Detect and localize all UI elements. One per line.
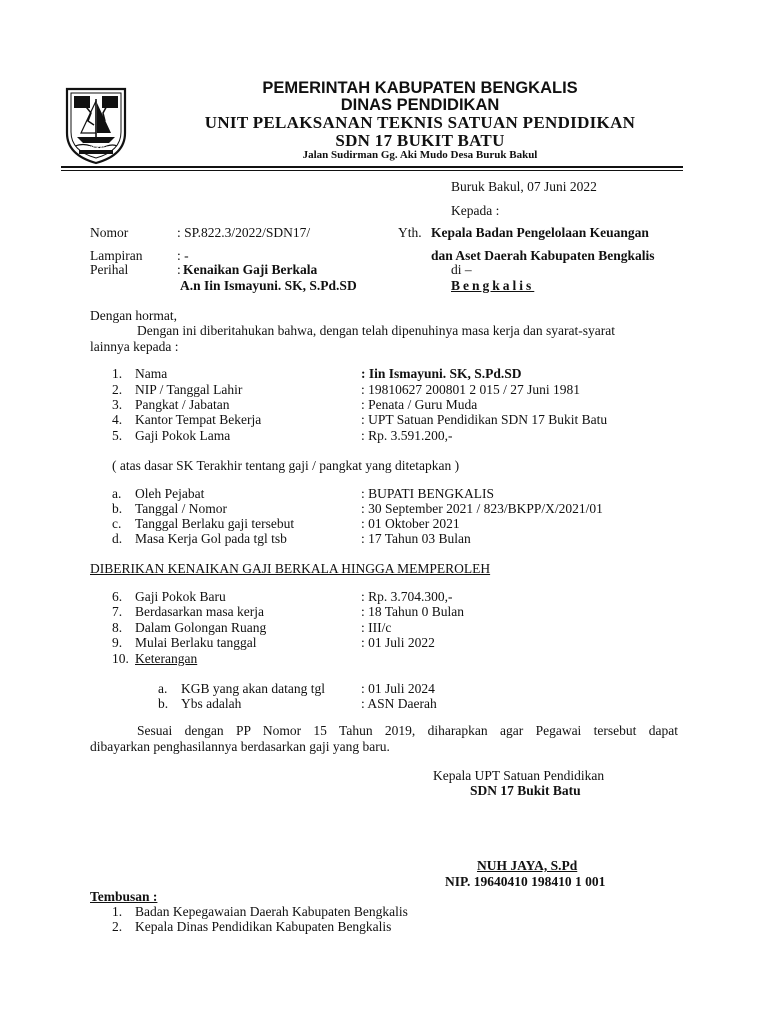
data-item-num: 1. bbox=[112, 366, 123, 381]
new-item-value: : III/c bbox=[361, 620, 392, 635]
item10-label: Keterangan bbox=[135, 651, 198, 666]
data-item-value: : 19810627 200801 2 015 / 27 Juni 1981 bbox=[361, 382, 581, 397]
data-item-num: 5. bbox=[112, 428, 123, 443]
kepada-label: Kepada : bbox=[451, 203, 500, 218]
section-heading: DIBERIKAN KENAIKAN GAJI BERKALA HINGGA MEMPEROLEH bbox=[90, 561, 491, 576]
closing-line2: dibayarkan penghasilannya berdasarkan gaji yang baru. bbox=[90, 739, 390, 754]
di-label: di – bbox=[451, 262, 472, 277]
data-item-label: Nama bbox=[135, 366, 168, 381]
perihal-label: Perihal bbox=[90, 262, 129, 277]
letterhead-department: DINAS PENDIDIKAN bbox=[340, 96, 500, 114]
new-item-num: 9. bbox=[112, 635, 123, 650]
signatory-school: SDN 17 Bukit Batu bbox=[470, 783, 581, 798]
letterhead-unit: UNIT PELAKSANAN TEKNIS SATUAN PENDIDIKAN bbox=[204, 113, 636, 132]
nomor-label: Nomor bbox=[90, 225, 129, 240]
new-item-value: : 18 Tahun 0 Bulan bbox=[361, 604, 465, 619]
new-item-value: : 01 Juli 2022 bbox=[361, 635, 435, 650]
signatory-nip: NIP. 19640410 198410 1 001 bbox=[445, 874, 606, 889]
ket-item-value: : ASN Daerah bbox=[361, 696, 437, 711]
sk-item-label: Tanggal / Nomor bbox=[135, 501, 228, 516]
new-item-label: Dalam Golongan Ruang bbox=[135, 620, 267, 635]
tembusan-heading: Tembusan : bbox=[90, 889, 158, 904]
data-item-num: 3. bbox=[112, 397, 123, 412]
yth-prefix: Yth. bbox=[398, 225, 422, 240]
new-item-label: Berdasarkan masa kerja bbox=[135, 604, 264, 619]
destination: Bengkalis bbox=[451, 278, 535, 293]
sk-item-value: : 01 Oktober 2021 bbox=[361, 516, 460, 531]
ket-item-num: a. bbox=[158, 681, 168, 696]
sk-item-value: : 30 September 2021 / 823/BKPP/X/2021/01 bbox=[361, 501, 603, 516]
sk-item-label: Oleh Pejabat bbox=[135, 486, 205, 501]
ket-item-num: b. bbox=[158, 696, 169, 711]
lampiran-label: Lampiran bbox=[90, 248, 143, 263]
new-item-value: : Rp. 3.704.300,- bbox=[361, 589, 453, 604]
data-item-label: Gaji Pokok Lama bbox=[135, 428, 231, 443]
new-item-num: 7. bbox=[112, 604, 123, 619]
letterhead-government: PEMERINTAH KABUPATEN BENGKALIS bbox=[262, 79, 578, 97]
sk-item-value: : 17 Tahun 03 Bulan bbox=[361, 531, 471, 546]
letterhead-rule-thick bbox=[61, 166, 683, 168]
new-item-num: 8. bbox=[112, 620, 123, 635]
sk-item-value: : BUPATI BENGKALIS bbox=[361, 486, 495, 501]
data-item-num: 2. bbox=[112, 382, 123, 397]
tembusan-item-num: 2. bbox=[112, 919, 123, 934]
data-item-value: : Rp. 3.591.200,- bbox=[361, 428, 453, 443]
sk-item-label: Tanggal Berlaku gaji tersebut bbox=[135, 516, 295, 531]
perihal-value1: Kenaikan Gaji Berkala bbox=[183, 262, 318, 277]
sk-item-num: d. bbox=[112, 531, 123, 546]
tembusan-item-num: 1. bbox=[112, 904, 123, 919]
perihal-colon: : bbox=[177, 262, 181, 277]
closing-line1: Sesuai dengan PP Nomor 15 Tahun 2019, diharapkan agar Pegawai tersebut dapat bbox=[137, 723, 678, 738]
new-item-label: Mulai Berlaku tanggal bbox=[135, 635, 257, 650]
data-item-value: : Penata / Guru Muda bbox=[361, 397, 478, 412]
data-item-label: Pangkat / Jabatan bbox=[135, 397, 230, 412]
bengkalis-emblem-icon bbox=[61, 85, 131, 165]
data-item-value: : Iin Ismayuni. SK, S.Pd.SD bbox=[361, 366, 522, 381]
nomor-value: : SP.822.3/2022/SDN17/ bbox=[177, 225, 311, 240]
intro-line2: lainnya kepada : bbox=[90, 339, 179, 354]
emblem-ribbon-text: BENGKALIS bbox=[82, 145, 112, 150]
data-item-label: NIP / Tanggal Lahir bbox=[135, 382, 243, 397]
letterhead-school: SDN 17 BUKIT BATU bbox=[335, 131, 505, 150]
lampiran-value: : - bbox=[177, 248, 189, 263]
data-item-num: 4. bbox=[112, 412, 123, 427]
sk-item-num: c. bbox=[112, 516, 122, 531]
item10-num: 10. bbox=[112, 651, 129, 666]
tembusan-item-text: Kepala Dinas Pendidikan Kabupaten Bengkalis bbox=[135, 919, 392, 934]
recipient-line2: dan Aset Daerah Kabupaten Bengkalis bbox=[431, 248, 655, 263]
basis-note: ( atas dasar SK Terakhir tentang gaji / pangkat yang ditetapkan ) bbox=[112, 458, 460, 473]
place-date: Buruk Bakul, 07 Juni 2022 bbox=[451, 179, 597, 194]
sk-item-label: Masa Kerja Gol pada tgl tsb bbox=[135, 531, 287, 546]
recipient-line1: Kepala Badan Pengelolaan Keuangan bbox=[431, 225, 649, 240]
letterhead-address: Jalan Sudirman Gg. Aki Mudo Desa Buruk Bakul bbox=[302, 149, 538, 161]
data-item-label: Kantor Tempat Bekerja bbox=[135, 412, 262, 427]
perihal-value2: A.n Iin Ismayuni. SK, S.Pd.SD bbox=[180, 278, 357, 293]
new-item-num: 6. bbox=[112, 589, 123, 604]
new-item-label: Gaji Pokok Baru bbox=[135, 589, 226, 604]
ket-item-label: Ybs adalah bbox=[181, 696, 242, 711]
signatory-title: Kepala UPT Satuan Pendidikan bbox=[433, 768, 605, 783]
letterhead-rule-thin bbox=[61, 170, 683, 171]
sk-item-num: a. bbox=[112, 486, 122, 501]
intro-line1: Dengan ini diberitahukan bahwa, dengan telah dipenuhinya masa kerja dan syarat-syarat bbox=[137, 323, 615, 338]
signatory-name: NUH JAYA, S.Pd bbox=[477, 858, 578, 873]
data-item-value: : UPT Satuan Pendidikan SDN 17 Bukit Batu bbox=[361, 412, 608, 427]
ket-item-value: : 01 Juli 2024 bbox=[361, 681, 435, 696]
tembusan-item-text: Badan Kepegawaian Daerah Kabupaten Bengkalis bbox=[135, 904, 408, 919]
salutation: Dengan hormat, bbox=[90, 308, 177, 323]
ket-item-label: KGB yang akan datang tgl bbox=[181, 681, 325, 696]
sk-item-num: b. bbox=[112, 501, 123, 516]
